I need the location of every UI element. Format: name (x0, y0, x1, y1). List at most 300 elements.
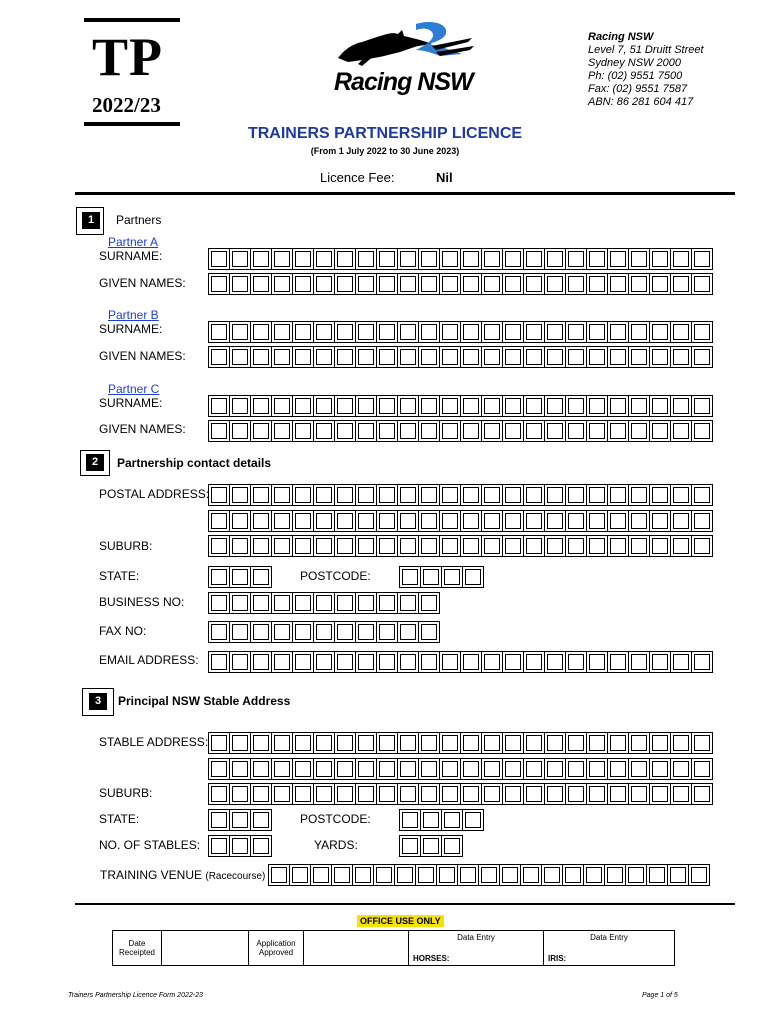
char-box[interactable] (503, 396, 524, 416)
char-box[interactable] (377, 274, 398, 294)
char-box[interactable] (209, 759, 230, 779)
char-box[interactable] (230, 567, 251, 587)
char-box[interactable] (545, 511, 566, 531)
char-box[interactable] (419, 733, 440, 753)
char-box[interactable] (463, 810, 484, 830)
char-box[interactable] (650, 485, 671, 505)
char-box[interactable] (442, 567, 463, 587)
char-box[interactable] (545, 347, 566, 367)
char-box[interactable] (545, 733, 566, 753)
char-box[interactable] (461, 249, 482, 269)
char-box[interactable] (461, 347, 482, 367)
char-box[interactable] (524, 485, 545, 505)
char-box[interactable] (421, 810, 442, 830)
char-box[interactable] (209, 836, 230, 856)
char-box[interactable] (377, 784, 398, 804)
application-approved-field[interactable] (304, 931, 409, 966)
char-box[interactable] (629, 396, 650, 416)
char-box[interactable] (461, 784, 482, 804)
char-box[interactable] (482, 759, 503, 779)
char-box[interactable] (398, 593, 419, 613)
char-box[interactable] (419, 536, 440, 556)
char-box[interactable] (650, 421, 671, 441)
char-box[interactable] (314, 511, 335, 531)
char-box[interactable] (503, 652, 524, 672)
yards-input[interactable] (399, 835, 463, 857)
char-box[interactable] (587, 652, 608, 672)
char-box[interactable] (251, 784, 272, 804)
char-box[interactable] (671, 652, 692, 672)
char-box[interactable] (272, 759, 293, 779)
stable-postcode-input[interactable] (399, 809, 484, 831)
char-box[interactable] (251, 396, 272, 416)
char-box[interactable] (398, 652, 419, 672)
char-box[interactable] (398, 784, 419, 804)
char-box[interactable] (272, 652, 293, 672)
char-box[interactable] (209, 396, 230, 416)
char-box[interactable] (251, 593, 272, 613)
char-box[interactable] (377, 652, 398, 672)
char-box[interactable] (587, 485, 608, 505)
char-box[interactable] (251, 536, 272, 556)
char-box[interactable] (356, 274, 377, 294)
char-box[interactable] (251, 733, 272, 753)
char-box[interactable] (230, 733, 251, 753)
char-box[interactable] (356, 249, 377, 269)
char-box[interactable] (272, 784, 293, 804)
char-box[interactable] (377, 759, 398, 779)
char-box[interactable] (314, 322, 335, 342)
partner-a-surname-input[interactable] (208, 248, 713, 270)
char-box[interactable] (545, 652, 566, 672)
char-box[interactable] (251, 836, 272, 856)
partner-b-given-input[interactable] (208, 346, 713, 368)
char-box[interactable] (629, 652, 650, 672)
char-box[interactable] (356, 759, 377, 779)
char-box[interactable] (377, 733, 398, 753)
char-box[interactable] (332, 865, 353, 885)
char-box[interactable] (587, 421, 608, 441)
char-box[interactable] (608, 249, 629, 269)
char-box[interactable] (335, 759, 356, 779)
stable-suburb-input[interactable] (208, 783, 713, 805)
char-box[interactable] (503, 536, 524, 556)
char-box[interactable] (209, 536, 230, 556)
char-box[interactable] (461, 536, 482, 556)
char-box[interactable] (293, 396, 314, 416)
char-box[interactable] (671, 322, 692, 342)
char-box[interactable] (251, 421, 272, 441)
char-box[interactable] (524, 511, 545, 531)
char-box[interactable] (398, 536, 419, 556)
char-box[interactable] (440, 485, 461, 505)
char-box[interactable] (671, 536, 692, 556)
char-box[interactable] (209, 593, 230, 613)
char-box[interactable] (356, 511, 377, 531)
char-box[interactable] (461, 733, 482, 753)
char-box[interactable] (314, 652, 335, 672)
stables-count-input[interactable] (208, 835, 272, 857)
char-box[interactable] (272, 347, 293, 367)
business-no-input[interactable] (208, 592, 440, 614)
char-box[interactable] (461, 274, 482, 294)
char-box[interactable] (230, 810, 251, 830)
char-box[interactable] (650, 511, 671, 531)
char-box[interactable] (356, 485, 377, 505)
stable-address-input-2[interactable] (208, 758, 713, 780)
char-box[interactable] (209, 249, 230, 269)
char-box[interactable] (608, 396, 629, 416)
char-box[interactable] (566, 485, 587, 505)
char-box[interactable] (587, 322, 608, 342)
char-box[interactable] (629, 733, 650, 753)
char-box[interactable] (671, 347, 692, 367)
partner-b-surname-input[interactable] (208, 321, 713, 343)
char-box[interactable] (692, 733, 713, 753)
char-box[interactable] (230, 249, 251, 269)
char-box[interactable] (482, 652, 503, 672)
char-box[interactable] (230, 347, 251, 367)
char-box[interactable] (566, 249, 587, 269)
char-box[interactable] (314, 593, 335, 613)
char-box[interactable] (398, 759, 419, 779)
char-box[interactable] (650, 652, 671, 672)
char-box[interactable] (335, 322, 356, 342)
char-box[interactable] (440, 511, 461, 531)
char-box[interactable] (314, 733, 335, 753)
char-box[interactable] (335, 593, 356, 613)
char-box[interactable] (398, 622, 419, 642)
postcode-input[interactable] (399, 566, 484, 588)
char-box[interactable] (440, 421, 461, 441)
char-box[interactable] (692, 652, 713, 672)
char-box[interactable] (314, 274, 335, 294)
char-box[interactable] (421, 567, 442, 587)
char-box[interactable] (398, 322, 419, 342)
char-box[interactable] (503, 274, 524, 294)
char-box[interactable] (608, 652, 629, 672)
char-box[interactable] (608, 421, 629, 441)
char-box[interactable] (461, 396, 482, 416)
char-box[interactable] (650, 347, 671, 367)
char-box[interactable] (209, 274, 230, 294)
char-box[interactable] (440, 347, 461, 367)
char-box[interactable] (230, 622, 251, 642)
char-box[interactable] (587, 249, 608, 269)
char-box[interactable] (377, 249, 398, 269)
char-box[interactable] (608, 322, 629, 342)
char-box[interactable] (629, 536, 650, 556)
char-box[interactable] (419, 759, 440, 779)
char-box[interactable] (692, 347, 713, 367)
stable-address-input-1[interactable] (208, 732, 713, 754)
char-box[interactable] (272, 622, 293, 642)
horses-data-entry-cell[interactable] (409, 931, 544, 966)
char-box[interactable] (500, 865, 521, 885)
char-box[interactable] (692, 421, 713, 441)
partner-c-surname-input[interactable] (208, 395, 713, 417)
char-box[interactable] (608, 347, 629, 367)
char-box[interactable] (440, 536, 461, 556)
char-box[interactable] (335, 396, 356, 416)
iris-data-entry-cell[interactable] (544, 931, 675, 966)
char-box[interactable] (524, 421, 545, 441)
char-box[interactable] (251, 810, 272, 830)
char-box[interactable] (314, 421, 335, 441)
char-box[interactable] (272, 536, 293, 556)
char-box[interactable] (209, 567, 230, 587)
char-box[interactable] (251, 759, 272, 779)
char-box[interactable] (440, 274, 461, 294)
char-box[interactable] (377, 511, 398, 531)
char-box[interactable] (608, 759, 629, 779)
char-box[interactable] (230, 421, 251, 441)
char-box[interactable] (566, 511, 587, 531)
char-box[interactable] (374, 865, 395, 885)
char-box[interactable] (293, 536, 314, 556)
char-box[interactable] (482, 485, 503, 505)
char-box[interactable] (671, 784, 692, 804)
char-box[interactable] (566, 396, 587, 416)
char-box[interactable] (671, 485, 692, 505)
char-box[interactable] (356, 396, 377, 416)
char-box[interactable] (587, 274, 608, 294)
char-box[interactable] (461, 421, 482, 441)
char-box[interactable] (629, 421, 650, 441)
char-box[interactable] (272, 322, 293, 342)
char-box[interactable] (566, 759, 587, 779)
char-box[interactable] (293, 759, 314, 779)
char-box[interactable] (335, 536, 356, 556)
char-box[interactable] (335, 652, 356, 672)
char-box[interactable] (692, 274, 713, 294)
char-box[interactable] (587, 759, 608, 779)
char-box[interactable] (251, 322, 272, 342)
char-box[interactable] (524, 274, 545, 294)
char-box[interactable] (356, 784, 377, 804)
char-box[interactable] (650, 249, 671, 269)
char-box[interactable] (230, 485, 251, 505)
char-box[interactable] (335, 249, 356, 269)
postal-address-input-1[interactable] (208, 484, 713, 506)
char-box[interactable] (566, 652, 587, 672)
char-box[interactable] (650, 784, 671, 804)
char-box[interactable] (587, 347, 608, 367)
char-box[interactable] (545, 322, 566, 342)
char-box[interactable] (650, 536, 671, 556)
char-box[interactable] (608, 733, 629, 753)
char-box[interactable] (692, 322, 713, 342)
char-box[interactable] (421, 836, 442, 856)
char-box[interactable] (626, 865, 647, 885)
char-box[interactable] (230, 593, 251, 613)
char-box[interactable] (566, 536, 587, 556)
char-box[interactable] (335, 485, 356, 505)
char-box[interactable] (545, 784, 566, 804)
char-box[interactable] (545, 485, 566, 505)
char-box[interactable] (356, 347, 377, 367)
char-box[interactable] (608, 536, 629, 556)
char-box[interactable] (629, 249, 650, 269)
char-box[interactable] (377, 396, 398, 416)
char-box[interactable] (650, 759, 671, 779)
char-box[interactable] (293, 485, 314, 505)
char-box[interactable] (461, 485, 482, 505)
state-input[interactable] (208, 566, 272, 588)
char-box[interactable] (482, 322, 503, 342)
stable-state-input[interactable] (208, 809, 272, 831)
char-box[interactable] (209, 511, 230, 531)
char-box[interactable] (461, 652, 482, 672)
char-box[interactable] (503, 733, 524, 753)
char-box[interactable] (671, 421, 692, 441)
char-box[interactable] (272, 733, 293, 753)
char-box[interactable] (230, 759, 251, 779)
char-box[interactable] (503, 784, 524, 804)
char-box[interactable] (629, 759, 650, 779)
char-box[interactable] (524, 652, 545, 672)
char-box[interactable] (584, 865, 605, 885)
char-box[interactable] (629, 485, 650, 505)
char-box[interactable] (419, 396, 440, 416)
char-box[interactable] (482, 536, 503, 556)
char-box[interactable] (461, 511, 482, 531)
char-box[interactable] (356, 593, 377, 613)
char-box[interactable] (587, 733, 608, 753)
char-box[interactable] (293, 733, 314, 753)
char-box[interactable] (650, 733, 671, 753)
char-box[interactable] (293, 274, 314, 294)
char-box[interactable] (650, 322, 671, 342)
char-box[interactable] (230, 652, 251, 672)
char-box[interactable] (671, 511, 692, 531)
char-box[interactable] (314, 622, 335, 642)
char-box[interactable] (335, 347, 356, 367)
char-box[interactable] (335, 784, 356, 804)
char-box[interactable] (398, 347, 419, 367)
char-box[interactable] (587, 511, 608, 531)
char-box[interactable] (629, 322, 650, 342)
char-box[interactable] (398, 511, 419, 531)
char-box[interactable] (692, 485, 713, 505)
char-box[interactable] (293, 593, 314, 613)
char-box[interactable] (356, 733, 377, 753)
char-box[interactable] (545, 536, 566, 556)
char-box[interactable] (209, 784, 230, 804)
char-box[interactable] (419, 274, 440, 294)
char-box[interactable] (293, 421, 314, 441)
char-box[interactable] (398, 733, 419, 753)
char-box[interactable] (440, 759, 461, 779)
char-box[interactable] (647, 865, 668, 885)
char-box[interactable] (542, 865, 563, 885)
char-box[interactable] (650, 396, 671, 416)
char-box[interactable] (230, 536, 251, 556)
char-box[interactable] (671, 274, 692, 294)
char-box[interactable] (545, 421, 566, 441)
char-box[interactable] (442, 810, 463, 830)
char-box[interactable] (272, 485, 293, 505)
char-box[interactable] (587, 536, 608, 556)
char-box[interactable] (377, 322, 398, 342)
training-venue-input[interactable] (268, 864, 710, 886)
char-box[interactable] (440, 784, 461, 804)
char-box[interactable] (419, 421, 440, 441)
char-box[interactable] (482, 249, 503, 269)
char-box[interactable] (335, 511, 356, 531)
char-box[interactable] (209, 347, 230, 367)
char-box[interactable] (400, 567, 421, 587)
char-box[interactable] (524, 536, 545, 556)
char-box[interactable] (293, 652, 314, 672)
char-box[interactable] (377, 421, 398, 441)
char-box[interactable] (230, 511, 251, 531)
char-box[interactable] (230, 836, 251, 856)
char-box[interactable] (209, 322, 230, 342)
char-box[interactable] (482, 511, 503, 531)
char-box[interactable] (272, 421, 293, 441)
char-box[interactable] (419, 347, 440, 367)
char-box[interactable] (566, 322, 587, 342)
char-box[interactable] (503, 322, 524, 342)
char-box[interactable] (650, 274, 671, 294)
char-box[interactable] (356, 421, 377, 441)
char-box[interactable] (230, 396, 251, 416)
char-box[interactable] (629, 274, 650, 294)
char-box[interactable] (479, 865, 500, 885)
postal-address-input-2[interactable] (208, 510, 713, 532)
char-box[interactable] (503, 249, 524, 269)
char-box[interactable] (400, 810, 421, 830)
char-box[interactable] (545, 759, 566, 779)
char-box[interactable] (692, 249, 713, 269)
char-box[interactable] (290, 865, 311, 885)
char-box[interactable] (437, 865, 458, 885)
char-box[interactable] (251, 622, 272, 642)
char-box[interactable] (395, 865, 416, 885)
char-box[interactable] (671, 249, 692, 269)
char-box[interactable] (524, 347, 545, 367)
char-box[interactable] (440, 652, 461, 672)
char-box[interactable] (419, 322, 440, 342)
char-box[interactable] (692, 759, 713, 779)
char-box[interactable] (230, 784, 251, 804)
char-box[interactable] (335, 421, 356, 441)
char-box[interactable] (272, 511, 293, 531)
char-box[interactable] (398, 249, 419, 269)
char-box[interactable] (521, 865, 542, 885)
char-box[interactable] (272, 249, 293, 269)
char-box[interactable] (293, 622, 314, 642)
char-box[interactable] (400, 836, 421, 856)
char-box[interactable] (482, 396, 503, 416)
char-box[interactable] (566, 347, 587, 367)
char-box[interactable] (440, 396, 461, 416)
char-box[interactable] (692, 396, 713, 416)
char-box[interactable] (209, 622, 230, 642)
char-box[interactable] (482, 421, 503, 441)
char-box[interactable] (356, 536, 377, 556)
char-box[interactable] (524, 322, 545, 342)
date-receipted-field[interactable] (162, 931, 249, 966)
char-box[interactable] (356, 652, 377, 672)
char-box[interactable] (671, 396, 692, 416)
char-box[interactable] (209, 810, 230, 830)
char-box[interactable] (692, 784, 713, 804)
char-box[interactable] (689, 865, 710, 885)
char-box[interactable] (356, 322, 377, 342)
char-box[interactable] (377, 347, 398, 367)
